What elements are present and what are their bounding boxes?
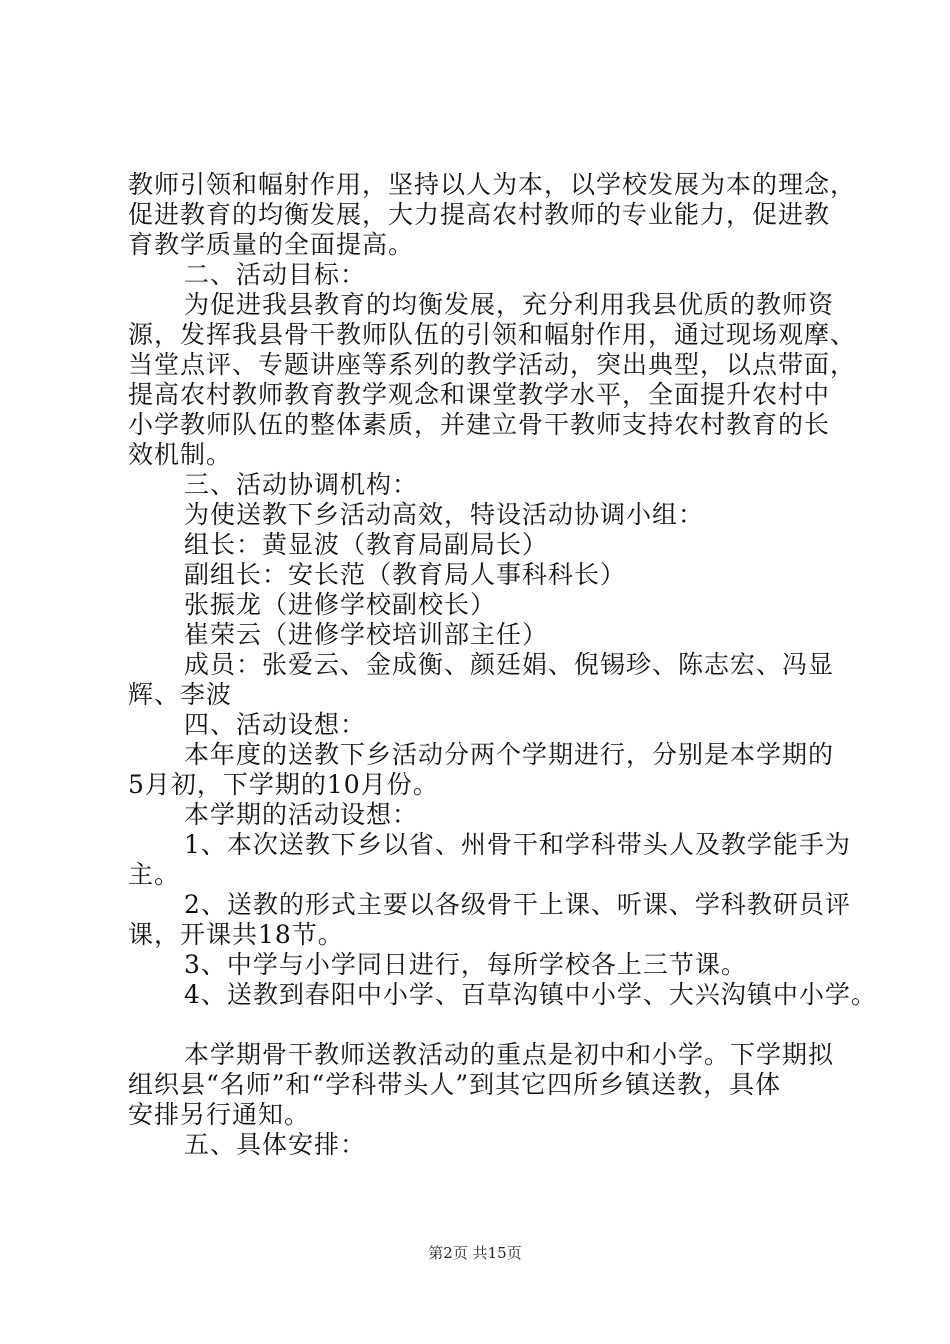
text-line: 本学期的活动设想： — [184, 800, 419, 829]
text-line: 成员：张爱云、金成衡、颜廷娟、倪锡珍、陈志宏、冯显 — [184, 650, 835, 679]
text-line: 辉、李波 — [128, 680, 233, 709]
section-heading: 三、活动协调机构： — [184, 470, 419, 499]
text-line: 组长：黄显波（教育局副局长） — [184, 530, 549, 559]
list-item: 3、中学与小学同日进行，每所学校各上三节课。 — [184, 950, 747, 979]
text-line: 为促进我县教育的均衡发展，充分利用我县优质的教师资 — [184, 290, 835, 319]
text-line: 育教学质量的全面提高。 — [128, 230, 415, 259]
text-line: 效机制。 — [128, 440, 233, 469]
text-line: 小学教师队伍的整体素质，并建立骨干教师支持农村教育的长 — [128, 410, 831, 439]
text-line: 主。 — [128, 860, 181, 889]
page-number-footer: 第2页 共15页 — [428, 1244, 522, 1262]
list-item: 2、送教的形式主要以各级骨干上课、听课、学科教研员评 — [184, 890, 851, 919]
text-line: 安排另行通知。 — [128, 1100, 311, 1129]
text-line: 源，发挥我县骨干教师队伍的引领和幅射作用，通过现场观摩、 — [128, 320, 857, 349]
list-item: 4、送教到春阳中小学、百草沟镇中小学、大兴沟镇中小学。 — [184, 980, 877, 1009]
list-item: 1、本次送教下乡以省、州骨干和学科带头人及教学能手为 — [184, 830, 851, 859]
section-heading: 五、具体安排： — [184, 1130, 367, 1159]
text-line: 当堂点评、专题讲座等系列的教学活动，突出典型，以点带面， — [128, 350, 857, 379]
text-line: 本年度的送教下乡活动分两个学期进行，分别是本学期的 — [184, 740, 835, 769]
text-line: 提高农村教师教育教学观念和课堂教学水平，全面提升农村中 — [128, 380, 831, 409]
paragraph-gap — [128, 1010, 838, 1040]
text-line: 5月初，下学期的10月份。 — [128, 770, 439, 799]
text-line: 本学期骨干教师送教活动的重点是初中和小学。下学期拟 — [184, 1040, 835, 1069]
section-heading: 二、活动目标： — [184, 260, 367, 289]
text-line: 组织县“名师”和“学科带头人”到其它四所乡镇送教，具体 — [128, 1070, 782, 1099]
text-line: 崔荣云（进修学校培训部主任） — [184, 620, 549, 649]
document-body — [128, 170, 877, 1160]
section-heading: 四、活动设想： — [184, 710, 367, 739]
text-line: 促进教育的均衡发展，大力提高农村教师的专业能力，促进教 — [128, 200, 831, 229]
text-line: 副组长：安长范（教育局人事科科长） — [184, 560, 627, 589]
text-line: 教师引领和幅射作用，坚持以人为本，以学校发展为本的理念， — [128, 170, 857, 199]
text-line: 课，开课共18节。 — [128, 920, 344, 949]
text-line: 为使送教下乡活动高效，特设活动协调小组： — [184, 500, 705, 529]
text-line: 张振龙（进修学校副校长） — [184, 590, 497, 619]
